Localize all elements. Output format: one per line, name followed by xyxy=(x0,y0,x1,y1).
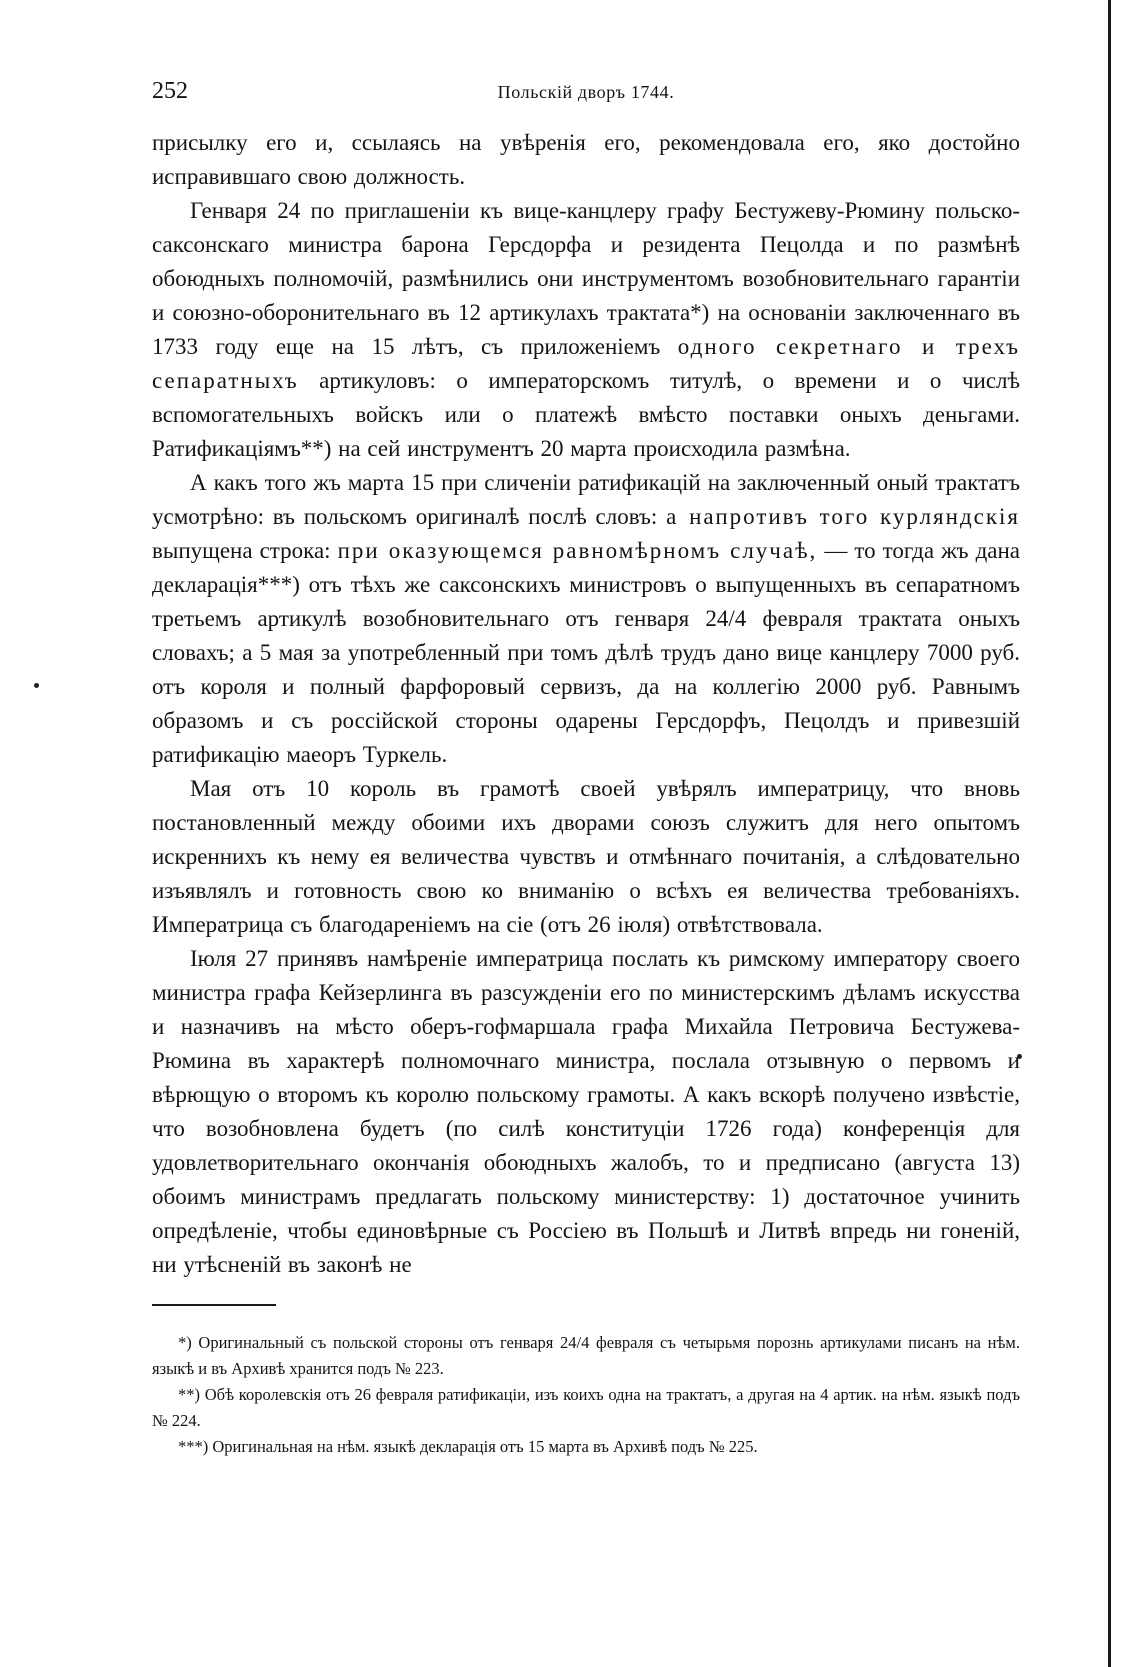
paragraph xyxy=(152,772,1020,942)
spaced-emphasis: а напротивъ того курляндскія xyxy=(666,504,1020,529)
paragraph-text: Генваря 24 по приглашеніи къ вице-канцлеру графу Бестужеву-Рюмину польско-саксонскаго министра барона Герсдорфа и резидента Пецолда и по размѣнѣ обоюдныхъ полномочій, размѣнились они инструментомъ возобновительнаго гарантіи и союзно-оборонительнаго въ 12 артикулахъ трактата*) на основаніи заключеннаго въ 1733 году еще на 15 лѣтъ, съ приложеніемъ xyxy=(152,198,1020,359)
spaced-emphasis: одного секретнаго и трехъ сепаратныхъ xyxy=(152,334,1020,393)
footnotes xyxy=(152,1330,1020,1460)
scan-speck xyxy=(34,683,39,688)
paragraph-text: Мая отъ 10 король въ грамотѣ своей увѣрялъ императрицу, что вновь постановленный между обоими ихъ дворами союзъ служитъ для него опытомъ искреннихъ къ нему ея величества чувствъ и отмѣннаго почитанія, а слѣдовательно изъявлялъ и готовность свою ко вниманію о всѣхъ ея величества требованіяхъ. Императрица съ благодареніемъ на сіе (отъ 26 іюля) отвѣтствовала. xyxy=(152,776,1020,937)
paragraph-text: — то тогда жъ дана декларація***) отъ тѣхъ же саксонскихъ министровъ о выпущенныхъ въ сепаратномъ третьемъ артикулѣ возобновительнаго отъ генваря 24/4 февраля трактата оныхъ словахъ; а 5 мая за употребленный при томъ дѣлѣ трудъ дано вице канцлеру 7000 руб. отъ короля и полный фарфоровый сервизъ, да на коллегію 2000 руб. Равнымъ образомъ и съ россійской стороны одарены Герсдорфъ, Пецолдъ и привезшій ратификацію маеоръ Туркель. xyxy=(152,538,1020,767)
paragraph-text: артикуловъ: о императорскомъ титулѣ, о времени и о числѣ вспомогательныхъ войскъ или о платежѣ вмѣсто поставки оныхъ деньгами. Ратификаціямъ**) на сей инструментъ 20 марта происходила размѣна. xyxy=(152,368,1020,461)
paragraph-text: присылку его и, ссылаясь на увѣренія его, рекомендовала его, яко достойно исправившаго свою должность. xyxy=(152,130,1020,189)
page-number: 252 xyxy=(152,78,188,104)
page-edge-line xyxy=(1108,0,1111,1667)
footnote-divider xyxy=(152,1304,276,1306)
paragraph xyxy=(152,126,1020,194)
paragraph xyxy=(152,194,1020,466)
running-title: Польскій дворъ 1744. xyxy=(497,82,675,102)
footnote: ***) Оригинальная на нѣм. языкѣ декларація отъ 15 марта въ Архивѣ подъ № 225. xyxy=(178,1437,758,1456)
footnote: *) Оригинальный съ польской стороны отъ генваря 24/4 февраля съ четырьмя порознь артикулами писанъ на нѣм. языкѣ и въ Архивѣ хранится подъ № 223. xyxy=(152,1333,1020,1378)
paragraph-text: Іюля 27 принявъ намѣреніе императрица послать къ римскому императору своего министра графа Кейзерлинга въ разсужденіи его по министерскимъ дѣламъ искусства и назначивъ на мѣсто оберъ-гофмаршала графа Михайла Петровича Бестужева-Рюмина въ характерѣ полномочнаго министра, послала отзывную о первомъ и вѣрющую о второмъ къ королю польскому грамоты. А какъ вскорѣ получено извѣстіе, что возобновлена будетъ (по силѣ конституціи 1726 года) конференція для удовлетворительнаго окончанія обоюдныхъ жалобъ, то и предписано (августа 13) обоимъ министрамъ предлагать польскому министерству: 1) достаточное учинить опредѣленіе, чтобы единовѣрные съ Россіею въ Польшѣ и Литвѣ впредь ни гоненій, ни утѣсненій въ законѣ не xyxy=(152,946,1020,1277)
paragraph xyxy=(152,466,1020,772)
page-header xyxy=(152,78,1020,106)
body-text xyxy=(152,126,1020,1282)
paragraph-text: А какъ того жъ марта 15 при сличеніи ратификацій на заключенный оный трактатъ усмотрѣно: въ польскомъ оригиналѣ послѣ словъ: xyxy=(152,470,1020,529)
book-page xyxy=(152,78,1020,1460)
footnote: **) Обѣ королевскія отъ 26 февраля ратификаціи, изъ коихъ одна на трактатъ, а другая на 4 артик. на нѣм. языкѣ подъ № 224. xyxy=(152,1385,1020,1430)
spaced-emphasis: при оказующемся равномѣрномъ случаѣ, xyxy=(337,538,818,563)
paragraph xyxy=(152,942,1020,1282)
paragraph-text: выпущена строка: xyxy=(152,538,338,563)
